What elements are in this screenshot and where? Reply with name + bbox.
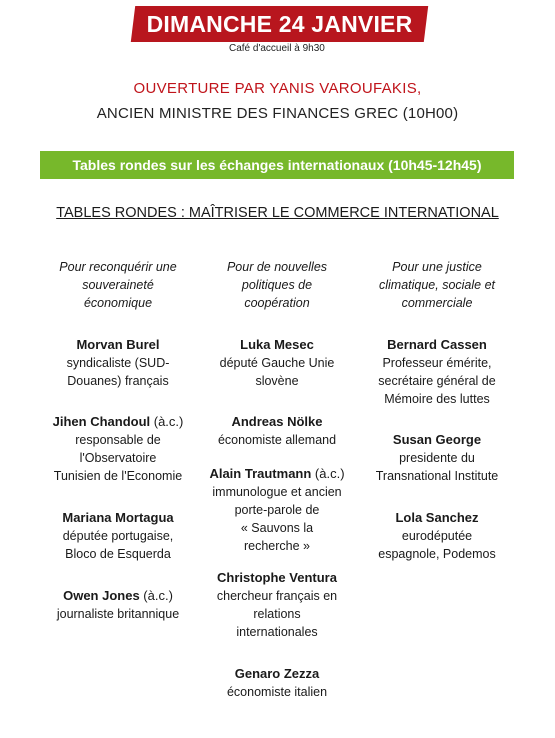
column-heading [347, 258, 527, 312]
speaker-name: Andreas Nölke [231, 414, 323, 429]
opening-subtitle: ANCIEN MINISTRE DES FINANCES GREC (10H00) [96, 105, 459, 122]
speaker-name: Susan George [392, 432, 482, 447]
column-cooperation [187, 258, 367, 701]
speaker-role: recherche » [243, 539, 310, 553]
speaker-name: Bernard Cassen [387, 337, 487, 352]
heading-line: souveraineté [82, 278, 154, 292]
speaker-role: slovène [255, 374, 299, 388]
speaker-entry [28, 587, 208, 623]
speaker-name: Genaro Zezza [234, 666, 320, 681]
speaker-entry [347, 431, 527, 485]
speaker-role: économiste italien [226, 685, 328, 699]
speaker-name: Alain Trautmann (à.c.) [209, 466, 345, 481]
speaker-name: Luka Mesec [240, 337, 314, 352]
speaker-role: députée portugaise, [62, 529, 174, 543]
column-heading [28, 258, 208, 312]
heading-line: commerciale [401, 296, 473, 310]
speaker-role: Mémoire des luttes [384, 392, 490, 406]
speaker-entry [28, 509, 208, 563]
section-title: TABLES RONDES : MAÎTRISER LE COMMERCE INTERNATIONAL [56, 205, 499, 221]
speaker-name: Owen Jones (à.c.) [63, 588, 173, 603]
speaker-role: syndicaliste (SUD- [66, 356, 170, 370]
welcome-coffee-text: Café d'accueil à 9h30 [229, 43, 325, 54]
speaker-role: espagnole, Podemos [378, 547, 496, 561]
speaker-role: Bloco de Esquerda [65, 547, 171, 561]
heading-line: politiques de [241, 278, 313, 292]
speaker-entry [28, 413, 208, 485]
speaker-role: porte-parole de [234, 503, 320, 517]
speaker-entry [28, 336, 208, 390]
column-heading [187, 258, 367, 312]
heading-line: Pour reconquérir une [59, 260, 177, 274]
heading-line: économique [83, 296, 153, 310]
speaker-role: internationales [236, 625, 318, 639]
speaker-role: relations [253, 607, 301, 621]
speaker-entry [187, 413, 367, 449]
opening-title: OUVERTURE PAR YANIS VAROUFAKIS, [133, 80, 422, 97]
heading-line: climatique, sociale et [378, 278, 496, 292]
speaker-role: responsable de [75, 433, 161, 447]
speaker-name: Lola Sanchez [395, 510, 479, 525]
speaker-role: immunologue et ancien [212, 485, 342, 499]
column-justice [347, 258, 527, 563]
date-banner-text: DIMANCHE 24 JANVIER [146, 11, 413, 37]
speaker-name: Christophe Ventura [217, 570, 337, 585]
speaker-role: secrétaire général de [378, 374, 496, 388]
speaker-name: Morvan Burel [76, 337, 160, 352]
speaker-name: Jihen Chandoul (à.c.) [52, 414, 184, 429]
heading-line: coopération [244, 296, 310, 310]
speaker-role: presidente du [399, 451, 475, 465]
speaker-role: Douanes) français [67, 374, 169, 388]
column-souverainete [28, 258, 208, 623]
speaker-role: eurodéputée [401, 529, 473, 543]
speaker-role: « Sauvons la [240, 521, 314, 535]
heading-line: Pour de nouvelles [226, 260, 328, 274]
speaker-entry [187, 336, 367, 390]
speaker-role: économiste allemand [217, 433, 337, 447]
speaker-entry [187, 465, 367, 555]
speaker-role: l'Observatoire [79, 451, 157, 465]
speaker-role: chercheur français en [216, 589, 338, 603]
speaker-entry [347, 336, 527, 408]
speaker-entry [187, 569, 367, 641]
speaker-entry [347, 509, 527, 563]
speaker-role: député Gauche Unie [219, 356, 335, 370]
round-tables-bar: Tables rondes sur les échanges internationaux (10h45-12h45) [40, 151, 514, 179]
speaker-role: journaliste britannique [56, 607, 180, 621]
heading-line: Pour une justice [392, 260, 482, 274]
speaker-entry [187, 665, 367, 701]
speaker-role: Professeur émérite, [382, 356, 492, 370]
speaker-role: Transnational Institute [375, 469, 499, 483]
speaker-role: Tunisien de l'Economie [53, 469, 183, 483]
speaker-name: Mariana Mortagua [62, 510, 174, 525]
